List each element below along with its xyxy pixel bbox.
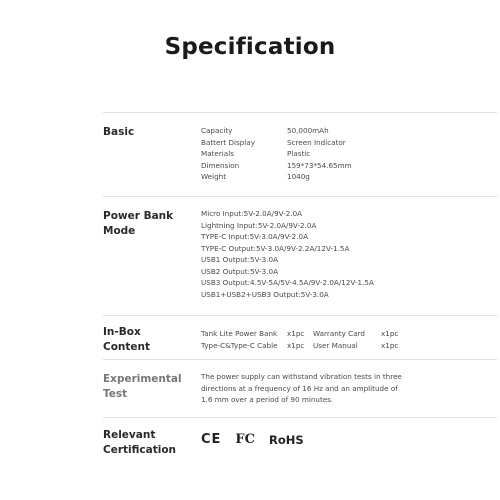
page-title: Specification (164, 34, 336, 60)
divider (103, 112, 497, 113)
section-title-power-bank-mode (103, 209, 173, 239)
spec-key: Weight (201, 172, 227, 181)
in-box-table (201, 328, 398, 351)
section-title-line: In-Box (103, 326, 141, 338)
divider (103, 417, 497, 418)
ce-mark-icon: CE (201, 432, 222, 447)
section-title-line: Power Bank (103, 210, 174, 222)
spec-value: Screen Indicator (287, 137, 346, 147)
list-item: Lightning Input:5V-2.0A/9V-2.0A (201, 220, 317, 230)
basic-spec-table (201, 125, 352, 183)
item-qty: x1pc (381, 329, 399, 338)
certification-marks (201, 432, 318, 447)
rohs-mark-icon: RoHS (269, 432, 304, 447)
spec-key: Materials (201, 149, 234, 158)
spec-row (201, 148, 352, 160)
spec-value: 50,000mAh (287, 126, 329, 135)
spec-key: Dimension (201, 160, 240, 170)
section-title-in-box (103, 325, 150, 355)
spec-row (201, 125, 352, 137)
spec-row (201, 171, 352, 183)
item-qty: x1pc (287, 340, 305, 350)
power-bank-mode-list (201, 208, 374, 300)
spec-value: 1040g (287, 172, 310, 181)
section-title-line: Relevant (103, 429, 156, 441)
section-title-line: Experimental (103, 373, 182, 385)
divider (103, 196, 497, 197)
list-item: Micro Input:5V-2.0A/9V-2.0A (201, 209, 303, 218)
section-title-line: Content (103, 341, 151, 353)
spec-row (201, 160, 352, 172)
item-qty: x1pc (381, 340, 399, 350)
section-title-experimental (103, 372, 182, 402)
spec-key: Capacity (201, 126, 233, 135)
list-item: USB1 Output:5V-3.0A (201, 255, 279, 264)
section-title-basic (103, 125, 134, 140)
item-name: User Manual (313, 340, 358, 350)
divider (103, 359, 497, 360)
item-name: Warranty Card (313, 329, 365, 338)
section-title-text: Basic (103, 126, 135, 138)
list-item: TYPE-C Output:5V-3.0A/9V-2.2A/12V-1.5A (201, 243, 350, 253)
list-item: USB2 Output:5V-3.0A (201, 266, 279, 276)
section-title-line: Mode (103, 225, 136, 237)
table-row (201, 340, 398, 352)
list-item: TYPE-C Input:5V-3.0A/9V-2.0A (201, 232, 309, 241)
spec-value: Plastic (287, 149, 311, 158)
item-name: Tank Lite Power Bank (201, 329, 278, 338)
item-qty: x1pc (287, 329, 305, 338)
list-item: USB1+USB2+USB3 Output:5V-3.0A (201, 289, 329, 299)
divider (103, 315, 497, 316)
spec-row (201, 137, 352, 149)
item-name: Type-C&Type-C Cable (201, 340, 278, 350)
section-title-line: Test (103, 388, 128, 400)
table-row (201, 328, 398, 340)
spec-value: 159*73*54.65mm (287, 160, 352, 170)
experimental-text: The power supply can withstand vibration tests in three directions at a frequency of 16 Hz and an amplitude of 1.6 mm over a period of 90 minutes. (201, 372, 402, 404)
spec-key: Battert Display (201, 137, 255, 147)
section-title-line: Certification (103, 444, 177, 456)
section-title-certification (103, 428, 176, 458)
fcc-mark-icon: FC (235, 432, 255, 447)
list-item: USB3 Output:4.5V-5A/5V-4.5A/9V-2.0A/12V-1.5A (201, 278, 374, 287)
